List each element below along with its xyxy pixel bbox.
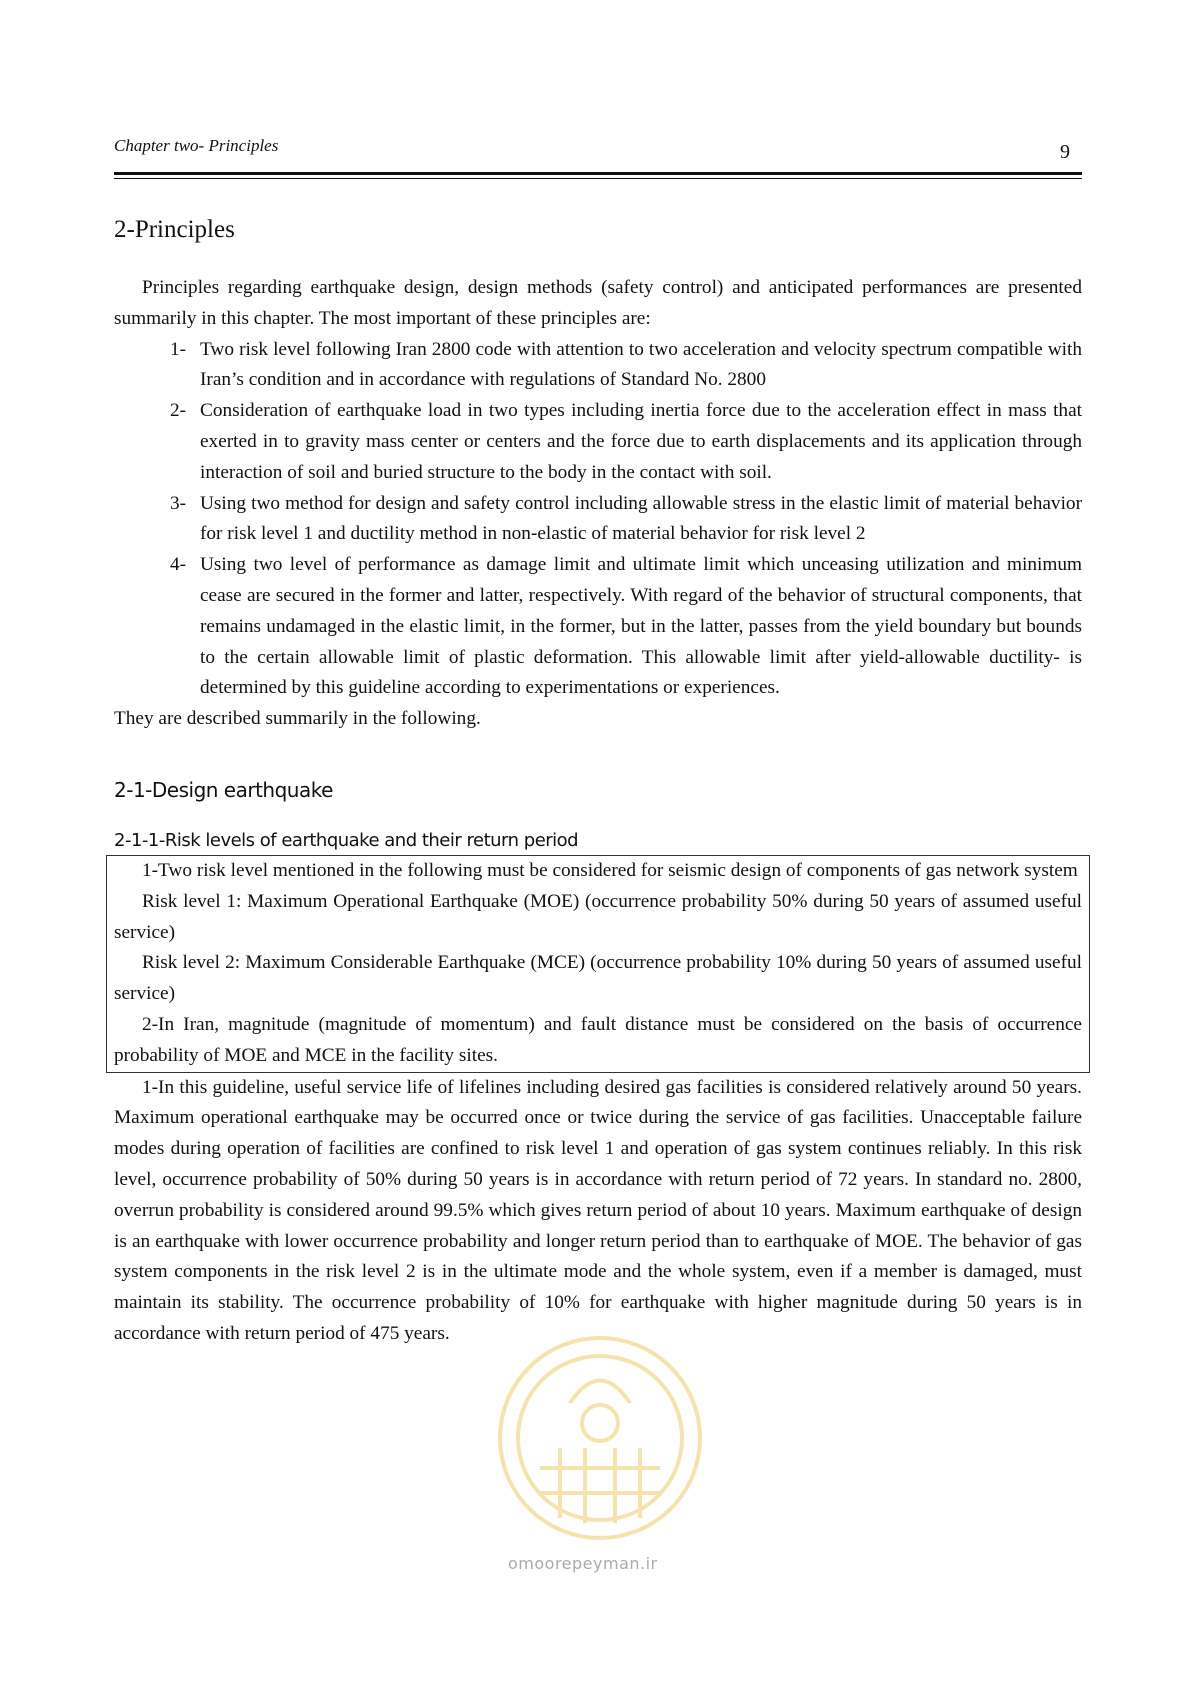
list-item-text: Two risk level following Iran 2800 code with attention to two acceleration and velocity spectrum compatible with Iran’s condition and in accordance with regulations of Standard No. 2800 [200, 338, 1082, 391]
requirement-paragraph: Risk level 1: Maximum Operational Earthquake (MOE) (occurrence probability 50% during 50 years of assumed useful service) [114, 890, 1082, 943]
list-item-number: 3- [170, 492, 187, 514]
page-body [114, 212, 1082, 1350]
list-item [114, 489, 1082, 551]
header-rule-thick [114, 172, 1082, 175]
page-number: 9 [1060, 141, 1070, 163]
list-item-text: Consideration of earthquake load in two types including inertia force due to the acceleration effect in mass that exerted in to gravity mass center or centers and the force due to earth displacements and its application through interaction of soil and buried structure to the body in the contact with soil. [200, 400, 1082, 483]
watermark-seal-icon [490, 1318, 710, 1563]
section-title: 2-Principles [114, 216, 235, 243]
list-item-number: 4- [170, 554, 187, 576]
commentary-paragraph: 1-In this guideline, useful service life of lifelines including desired gas facilities is considered relatively around 50 years. Maximum operational earthquake may be occurred once or twice during the service of gas facilities. Unacceptable failure modes during operation of facilities are confined to risk level 1 and operation of gas system continues reliably. In this risk level, occurrence probability of 50% during 50 years is in accordance with return period of 72 years. In standard no. 2800, overrun probability is considered around 99.5% which gives return period of about 10 years. Maximum earthquake of design is an earthquake with lower occurrence probability and longer return period than to earthquake of MOE. The behavior of gas system components in the risk level 2 is in the ultimate mode and the whole system, even if a member is damaged, must maintain its stability. The occurrence probability of 10% for earthquake with higher magnitude during 50 years is in accordance with return period of 475 years. [114, 1076, 1082, 1344]
list-item [114, 550, 1082, 704]
requirement-paragraph: Risk level 2: Maximum Considerable Earthquake (MCE) (occurrence probability 10% during 50 years of assumed useful service) [114, 952, 1082, 1005]
requirement-paragraph: 2-In Iran, magnitude (magnitude of momentum) and fault distance must be considered on the basis of occurrence probability of MOE and MCE in the facility sites. [114, 1013, 1082, 1066]
requirement-paragraph: 1-Two risk level mentioned in the following must be considered for seismic design of components of gas network system [142, 859, 1078, 881]
intro-paragraph: Principles regarding earthquake design, design methods (safety control) and anticipated performances are presented summarily in this chapter. The most important of these principles are: [114, 277, 1082, 329]
subsection-title: 2-1-Design earthquake [114, 777, 333, 802]
closing-paragraph: They are described summarily in the following. [114, 708, 481, 730]
list-item-text: Using two method for design and safety control including allowable stress in the elastic limit of material behavior for risk level 1 and ductility method in non-elastic of material behavior for risk level 2 [200, 492, 1082, 545]
principles-list [114, 335, 1082, 705]
header-rule-thin [114, 178, 1082, 179]
subsubsection-title: 2-1-1-Risk levels of earthquake and their return period [114, 829, 579, 851]
list-item [114, 396, 1082, 488]
list-item-number: 2- [170, 400, 187, 422]
watermark-text: omoorepeyman.ir [508, 1554, 658, 1573]
running-header: Chapter two- Principles [114, 136, 279, 155]
requirement-box [106, 855, 1090, 1073]
list-item [114, 335, 1082, 397]
list-item-text: Using two level of performance as damage limit and ultimate limit which unceasing utilization and minimum cease are secured in the former and latter, respectively. With regard of the behavior of structural components, that remains undamaged in the elastic limit, in the former, but in the latter, passes from the yield boundary but bounds to the certain allowable limit of plastic deformation. This allowable limit after yield-allowable ductility- is determined by this guideline according to experimentations or experiences. [200, 554, 1082, 699]
list-item-number: 1- [170, 338, 187, 360]
